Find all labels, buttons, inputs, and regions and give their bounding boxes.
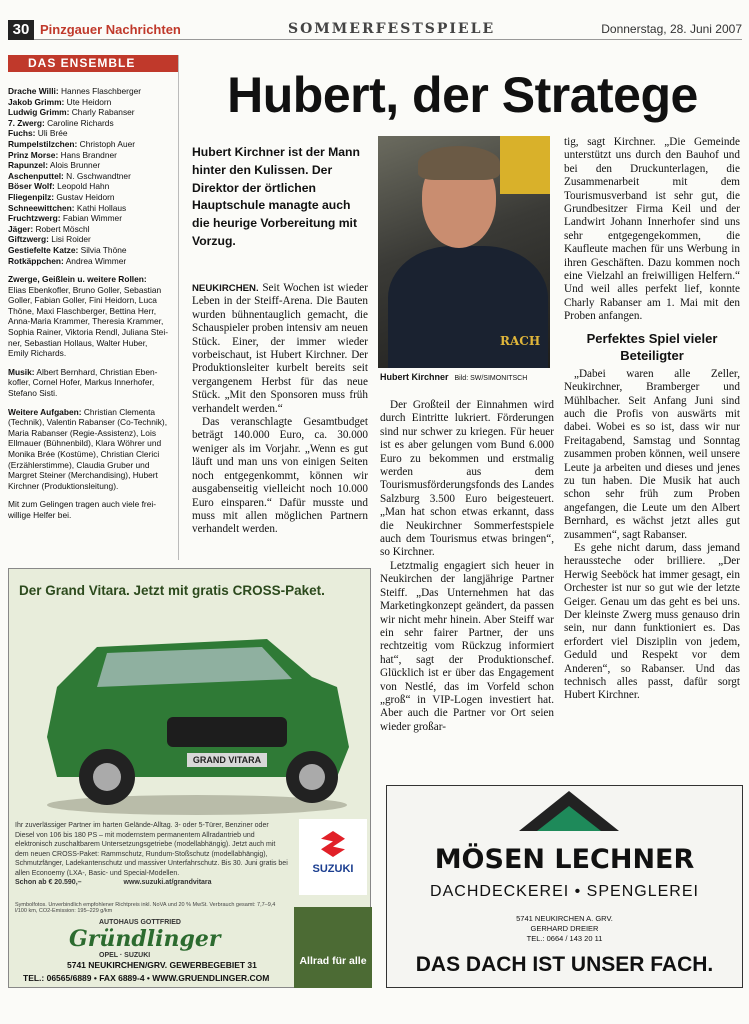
cast-entry: Ludwig Grimm: Charly Rabanser [8,107,135,118]
suzuki-s-icon [321,831,345,857]
cast-entry: Gestiefelte Katze: Silvia Thöne [8,244,127,255]
crew-groups [8,274,178,491]
company-contact: 5741 NEUKIRCHEN A. GRV. GERHARD DREIER TEL.: 0664 / 143 20 11 [516,914,613,943]
portrait-photo [378,136,550,368]
cast-entry: Fliegenpilz: Gustav Heidorn [8,191,115,202]
ensemble-closing: Mit zum Gelingen tragen auch viele frei- willige Helfer bei. [8,499,157,520]
company-slogan: DAS DACH IST UNSER FACH. [415,953,714,976]
ad-url[interactable]: www.suzuki.at/grandvitara [123,879,212,886]
col2-paragraph-1: Der Großteil der Einnahmen wird durch Eintritte lukriert. Förderungen sind nur schwer zu kriegen. Für heuer ist es aber gelungen vom Bund 6.000 Euro zu bekommen und erstmalig werden aus dem Tourismusförderungsfonds des Landes Salzburg 3.500 Euro beigesteuert. „Man hat schon etwas erkannt, dass die Neukirchner Sommerfestspiele auch dem Tourismus etwas bringen“, so Kirchner. [380,399,554,559]
ad-price: Schon ab € 20.590,– [15,879,82,886]
cast-entry: Prinz Morse: Hans Brandner [8,149,117,160]
ad-body-copy: Ihr zuverlässiger Partner im harten Gelände-Alltag. 3- oder 5-Türer, Benziner oder Diesel von 106 bis 180 PS – mit modernstem permanentem Allradantrieb und elektronisch zuschaltbarem Untersetzungsgetriebe (modellabhängig). Jetzt auch mit dem neuen CROSS-Paket: Rammschutz, Rundum-Stoßschutz (modellabhängig), Schmutzfänger, Ladekantenschutz und massiver Unterfahrschutz. Bis 30. Juni gratis bei allen Econoemy (LXA-, Basic- und Special-Modellen. Schon ab € 20.590,– www.suzuki.at/grandvitara [15,822,288,886]
crew-group: Zwerge, Geißlein u. weitere Rollen: Elias Ebenkofler, Bruno Goller, Sebastian Goller, Fabian Goller, Fini Heidorn, Luca Thöne, Maxi Flaschberger, Bettina Herr, Anna-Maria Krammer, Theresia Krammer, Sophia Rainer, Viktoria Rendl, Juliana Stei- ner, Sebastian Hollaus, Walter Huber, Emily Richards. [8,274,168,359]
ensemble-box [8,55,179,560]
newspaper-name: Pinzgauer Nachrichten [40,22,181,37]
crew-group: Musik: Albert Bernhard, Christian Eben- kofler, Cornel Hofer, Markus Innerhofer, Stefano Sisti. [8,366,158,399]
dealer-contact: TEL.: 06565/6889 • FAX 6889-4 • WWW.GRUENDLINGER.COM [23,973,270,983]
photo-credit: Bild: SW/SIMONITSCH [454,375,528,382]
lechner-advertisement[interactable] [386,785,743,988]
cast-entry: Rotkäppchen: Andrea Wimmer [8,255,127,266]
dealer-address: 5741 NEUKIRCHEN/GRV. GEWERBEGEBIET 31 [67,960,257,970]
jacket-badge: RACH [500,334,541,348]
company-name: MÖSEN LECHNER [434,844,695,875]
article-column-3 [564,136,740,703]
col3-paragraph-2: „Dabei waren alle Zeller, Neukirchner, Bramberger und Mühlbacher. Seit Anfang Juni sind auch die Profis von auswärts mit dabei. Wobei es so ist, dass wir nur Freitagabend, Samstag und Sonntag zusammen proben können, weil unsere Leute ja arbeiten und dieses und jenes zu tun haben. Die Musik hat auch schon sehr früh zum Proben angefangen, die Leute um den Albert Bernhard, es wächst jetzt alles gut zusammen“, sagt Rabanser. [564,367,740,541]
cast-entry: Schneewittchen: Kathi Hollaus [8,202,127,213]
cast-entry: Fuchs: Uli Brée [8,128,68,139]
cast-entry: Giftzwerg: Lisi Roider [8,234,91,245]
cast-entry: Jäger: Robert Möschl [8,223,90,234]
cast-list [8,86,178,266]
headline: Hubert, der Stratege [227,67,698,123]
crew-group: Weitere Aufgaben: Christian Clementa (Technik), Valentin Rabanser (Co-Technik), Maria Rabanser (Regie-Assistenz), Lois Ellmauer (Bühnenbild), Klara Wöhrer und Monika Brée (Kostüme), Christian Clerici (Erzählerstimme), Claudia Gruber und Margret Steiner (Merchandising), Hubert Kirchner (Produktionsleitung). [8,406,168,491]
ad-tagline: Allrad für alle [294,907,372,988]
ensemble-title: DAS ENSEMBLE [8,55,178,72]
col1-paragraph-1: Seit Wochen ist wieder Leben in der Steiff-Arena. Die Bauten wurden bühnentauglich gemacht, die Schauspieler proben intensiv am neuen Stück. Einer, der immer wieder vorbeischaut, ist Hubert Kirchner. Der Produktionsleiter kurbelt bereits seit vergangenem Herbst für das neue Stück. „Mit den Sponsoren muss früh verhandelt werden.“ [192,282,368,415]
cast-entry: Jakob Grimm: Ute Heidorn [8,96,112,107]
col2-paragraph-2: Letztmalig engagiert sich heuer in Neukirchen der langjährige Partner Steiff. „Das Unternehmen hat das Marketingkonzept geändert, da passen wir nicht mehr hinein. Aber Steiff war ein sehr fairer Partner, der uns rechtzeitig vom Rückzug informiert hat“, sagt der Produktionschef. Glücklich ist er über das Engagement von Nestlé, das im Vorfeld schon „groß“ in VIP-Logen investiert hat. Aber auch die Partner vor Ort seien wieder großar- [380,559,554,733]
section-title: SOMMERFESTSPIELE [288,21,496,37]
cast-entry: Böser Wolf: Leopold Hahn [8,181,110,192]
ad-fineprint: Symbolfotos. Unverbindlich empfohlener Richtpreis inkl. NoVA und 20 % MwSt. Verbrauch gesamt: 7,7–9,4 l/100 km, CO2-Emission: 195–229 g/km [15,902,276,914]
company-trade: DACHDECKEREI • SPENGLEREI [430,883,699,900]
page-header [8,20,742,40]
ad-headline: Der Grand Vitara. Jetzt mit gratis CROSS-Paket. [19,583,325,598]
article-column-2 [380,399,554,734]
col3-paragraph-1: tig, sagt Kirchner. „Die Gemeinde unterstützt uns durch den Bauhof und bei den Druckunterlagen, die Zusammenarbeit mit dem Tourismusverband ist sehr gut, die Grundbesitzer Firma Keil und der Landwirt Johann Innerhofer sind uns sehr entgegengekommen, die Kaufleute machen für uns Werbung in ihren Geschäften. Dazu kommen noch eine Vielzahl an freiwilligen Helfern.“ Und weil alles perfekt lief, konnte Charly Rabanser am 1. Mai mit den Proben anfangen. [564,136,740,323]
col1-paragraph-2: Das veranschlagte Gesamtbudget beträgt 140.000 Euro, ca. 30.000 weniger als im Vorjahr. „Wenn es gut läuft und man uns von einigen Seiten noch entgegenkommt, können wir ausgabenseitig vielleicht noch 10.000 Euro einsparen.“ Dafür musste und muss mit allen möglichen Partnern verhandelt werden. [192,416,368,536]
cast-entry: Rapunzel: Alois Brunner [8,160,101,171]
photo-caption: Hubert Kirchner Bild: SW/SIMONITSCH [380,372,528,382]
dealer-logo: AUTOHAUS GOTTFRIED Gründlinger OPEL · SUZUKI [69,919,221,959]
page-number: 30 [8,20,34,40]
dateline: NEUKIRCHEN. [192,283,259,294]
cast-entry: Fruchtzwerg: Fabian Wimmer [8,213,123,224]
suzuki-logo: SUZUKI [299,819,367,895]
article-column-1 [192,282,368,537]
col3-paragraph-3: Es gehe nicht darum, dass jemand heraussteche oder brilliere. „Der Herwig Seeböck hat immer gesagt, ein Orchester ist nur so gut wie der letzte Geiger. Genau um das geht es bei uns. Der kleinste Zwerg muss genauso drin sein, nur dann funktioniert es. Das erfordert viel Disziplin von jedem, Geduld und Respekt vor dem Anderen“, so Rabanser. Und das technisch alles passt, dafür sorgt Hubert Kirchner. [564,541,740,702]
suzuki-advertisement[interactable] [8,568,371,988]
issue-date: Donnerstag, 28. Juni 2007 [601,22,742,36]
subheadline: Perfektes Spiel vieler Beteiligter [586,330,718,363]
cast-entry: Aschenputtel: N. Gschwandtner [8,170,131,181]
cast-entry: Rumpelstilzchen: Christoph Auer [8,138,136,149]
cast-entry: 7. Zwerg: Caroline Richards [8,117,114,128]
cast-entry: Drache Willi: Hannes Flaschberger [8,86,142,96]
plate-text: GRAND VITARA [192,755,262,765]
car-illustration [37,617,357,817]
lead-paragraph: Hubert Kirchner ist der Mann hinter den Kulissen. Der Direktor der örtlichen Hauptschule managte auch die heurige Vorbereitung mit Vorzug. [192,145,360,248]
